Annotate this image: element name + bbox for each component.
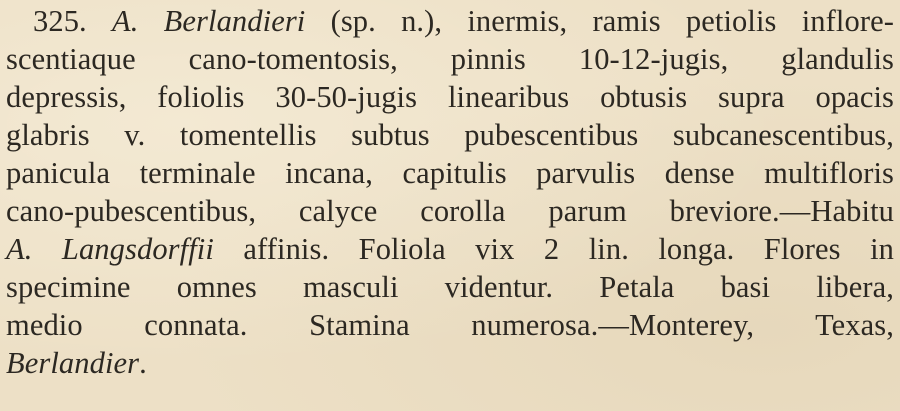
text-line-5: panicula terminale incana, capitulis parvulis dense multifloris xyxy=(6,156,894,190)
text-line-10 xyxy=(6,344,894,382)
text-line-2: scentiaque cano-tomentosis, pinnis 10-12-jugis, glandulis xyxy=(6,42,894,76)
text-line-7 xyxy=(6,230,894,268)
entry-number: 325. xyxy=(33,4,87,38)
line-10-text: . xyxy=(139,346,147,380)
species-name: Berlandieri xyxy=(163,4,306,38)
text-line-1 xyxy=(33,2,894,40)
text-line-4: glabris v. tomentellis subtus pubescentibus subcanescentibus, xyxy=(6,118,894,152)
text-line-6: cano-pubescentibus, calyce corolla parum breviore.—Habitu xyxy=(6,194,894,228)
genus-abbreviation: A. xyxy=(111,4,139,38)
text-line-8: specimine omnes masculi videntur. Petala basi libera, xyxy=(6,270,894,304)
related-species: A. Langsdorffii xyxy=(6,232,214,266)
line-1-text: (sp. n.), inermis, ramis petiolis inflore- xyxy=(305,4,894,38)
collector-name: Berlandier xyxy=(6,346,140,380)
text-line-9: medio connata. Stamina numerosa.—Monterey, Texas, xyxy=(6,308,894,342)
line-7-text: affinis. Foliola vix 2 lin. longa. Flores in xyxy=(213,232,894,266)
text-line-3: depressis, foliolis 30-50-jugis linearibus obtusis supra opacis xyxy=(6,80,894,114)
